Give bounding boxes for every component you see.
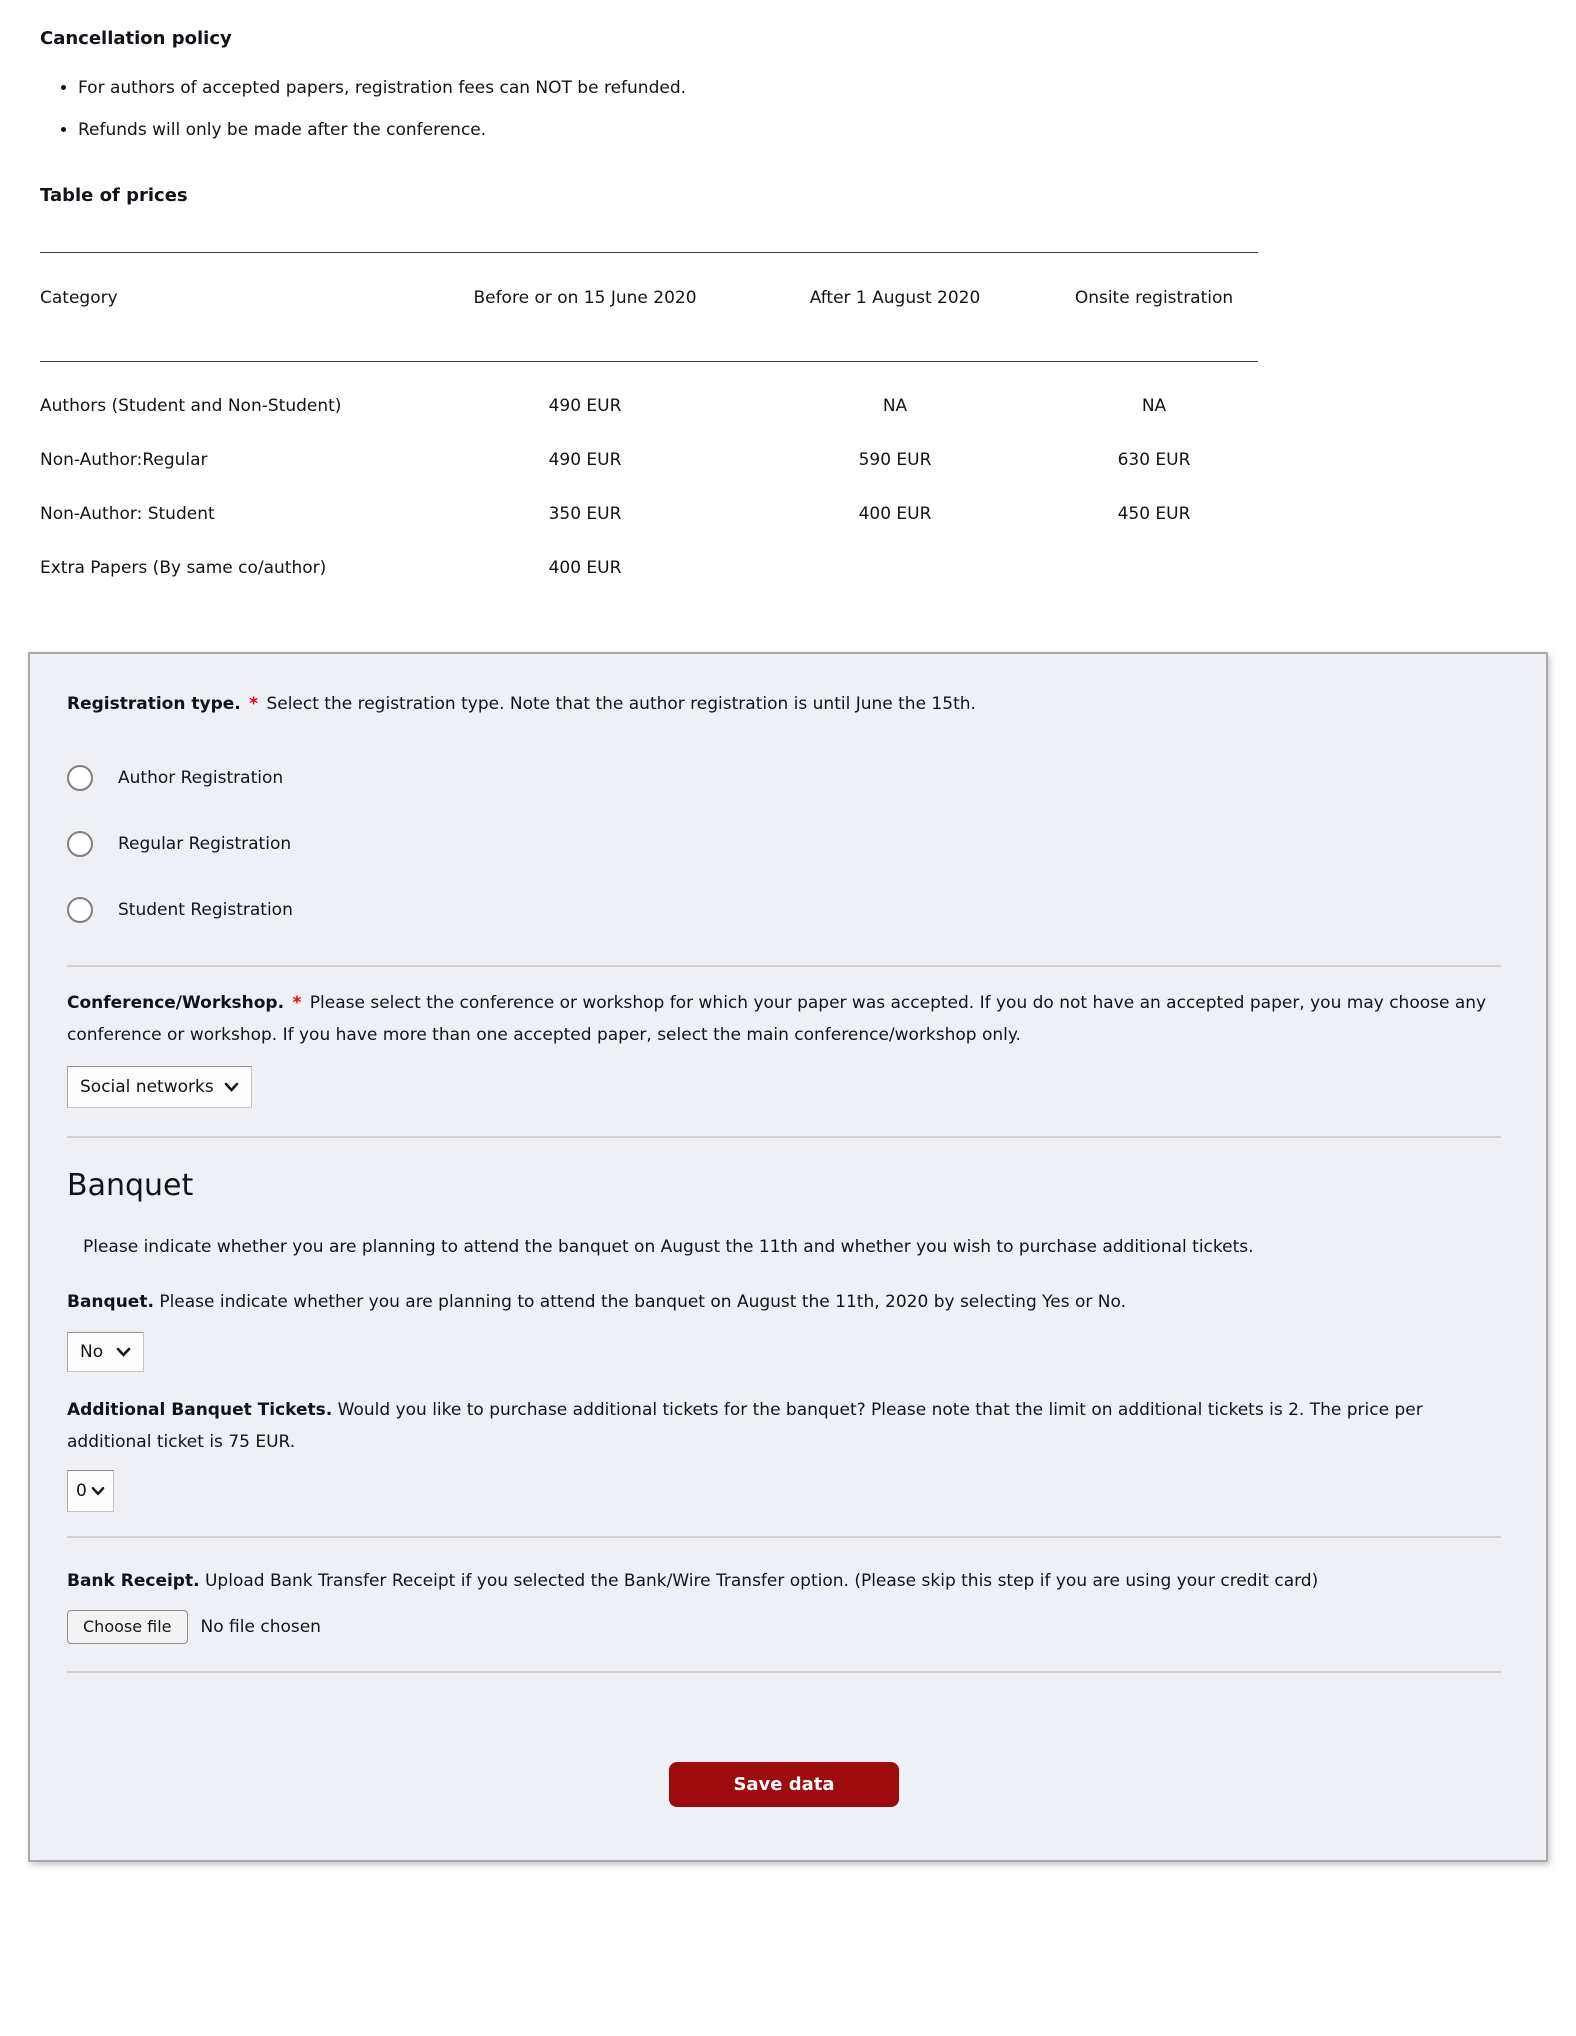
price-cell: 450 EUR (1117, 504, 1191, 524)
section-divider (67, 1136, 1501, 1138)
required-marker: * (249, 694, 259, 714)
prices-title: Table of prices (40, 185, 188, 206)
cancellation-policy-title: Cancellation policy (40, 28, 232, 49)
radio-author-registration[interactable] (67, 764, 1501, 791)
policy-bullet: • Refunds will only be made after the conference. (78, 115, 1536, 146)
required-marker: * (292, 993, 302, 1013)
additional-tickets-description: Would you like to purchase additional tickets for the banquet? Please note that the limit on additional tickets is 2. The price per additional ticket is 75 EUR. (67, 1400, 1423, 1452)
bank-receipt-field-head (67, 1565, 1501, 1597)
banquet-section-heading: Banquet (67, 1168, 194, 1203)
prices-table (40, 252, 1258, 611)
chevron-down-icon (91, 1486, 105, 1496)
bank-receipt-description: Upload Bank Transfer Receipt if you selected the Bank/Wire Transfer option. (Please skip this step if you are using your credit card) (204, 1571, 1319, 1591)
price-row (40, 362, 1258, 450)
banquet-select[interactable] (67, 1332, 144, 1372)
conference-select-value: Social networks (80, 1077, 214, 1097)
price-cell: Extra Papers (By same co/author) (40, 558, 327, 578)
bank-receipt-label: Bank Receipt. (67, 1571, 200, 1591)
price-cell: 490 EUR (548, 396, 622, 416)
tickets-select[interactable] (67, 1470, 114, 1512)
column-header-early: Before or on 15 June 2020 (430, 253, 740, 362)
registration-type-radio-group (67, 764, 1501, 923)
radio-label: Author Registration (118, 767, 284, 788)
file-status-text: No file chosen (200, 1617, 321, 1637)
prices-header-row (40, 253, 1258, 362)
banquet-select-value: No (80, 1342, 104, 1362)
additional-tickets-label: Additional Banquet Tickets. (67, 1400, 333, 1420)
registration-type-field-head (67, 688, 1501, 720)
price-cell (740, 557, 1050, 611)
registration-form-panel (28, 652, 1548, 1862)
registration-type-description: Select the registration type. Note that the author registration is until June the 15th. (266, 694, 976, 714)
banquet-label: Banquet. (67, 1292, 154, 1312)
conference-select[interactable] (67, 1066, 252, 1108)
section-divider (67, 1536, 1501, 1538)
conference-field-head (67, 987, 1501, 1051)
price-row (40, 503, 1258, 557)
banquet-description: Please indicate whether you are planning to attend the banquet on August the 11th, 2020 by selecting Yes or No. (159, 1292, 1127, 1312)
section-divider (67, 965, 1501, 967)
section-divider (67, 1671, 1501, 1673)
additional-tickets-field-head (67, 1394, 1501, 1458)
radio-button-icon[interactable] (67, 765, 93, 791)
price-cell: Authors (Student and Non-Student) (40, 396, 342, 416)
price-cell: 630 EUR (1117, 450, 1191, 470)
price-cell: Non-Author:Regular (40, 450, 208, 470)
price-cell: 590 EUR (858, 450, 932, 470)
cancellation-policy-list (40, 73, 1536, 146)
price-row (40, 449, 1258, 503)
radio-label: Student Registration (118, 899, 293, 920)
price-cell: NA (1141, 396, 1167, 416)
price-cell: 400 EUR (548, 558, 622, 578)
column-header-onsite: Onsite registration (1050, 253, 1258, 362)
column-header-late: After 1 August 2020 (740, 253, 1050, 362)
bank-receipt-file-input (67, 1610, 1501, 1644)
tickets-select-value: 0 (76, 1481, 87, 1501)
radio-regular-registration[interactable] (67, 830, 1501, 857)
column-header-category: Category (40, 253, 430, 362)
banquet-section-intro: Please indicate whether you are planning to attend the banquet on August the 11th and whether you wish to purchase additional tickets. (83, 1237, 1254, 1257)
chevron-down-icon (116, 1347, 131, 1357)
price-row (40, 557, 1258, 611)
radio-button-icon[interactable] (67, 831, 93, 857)
radio-student-registration[interactable] (67, 896, 1501, 923)
radio-label: Regular Registration (118, 833, 292, 854)
price-cell: 400 EUR (858, 504, 932, 524)
radio-button-icon[interactable] (67, 897, 93, 923)
price-cell: Non-Author: Student (40, 504, 215, 524)
banquet-field-head (67, 1286, 1501, 1318)
choose-file-button[interactable]: Choose file (67, 1610, 188, 1644)
price-cell: NA (882, 396, 908, 416)
price-cell: 490 EUR (548, 450, 622, 470)
registration-type-label: Registration type. (67, 694, 241, 714)
registration-page (0, 0, 1576, 611)
conference-workshop-description: Please select the conference or workshop for which your paper was accepted. If you do not have an accepted paper, you may choose any conference or workshop. If you have more than one accepted paper, select the main conference/workshop only. (67, 993, 1487, 1045)
policy-bullet: • For authors of accepted papers, registration fees can NOT be refunded. (78, 73, 1536, 104)
chevron-down-icon (224, 1082, 239, 1092)
save-data-button[interactable]: Save data (669, 1762, 898, 1807)
price-cell: 350 EUR (548, 504, 622, 524)
price-cell (1050, 557, 1258, 611)
conference-workshop-label: Conference/Workshop. (67, 993, 285, 1013)
